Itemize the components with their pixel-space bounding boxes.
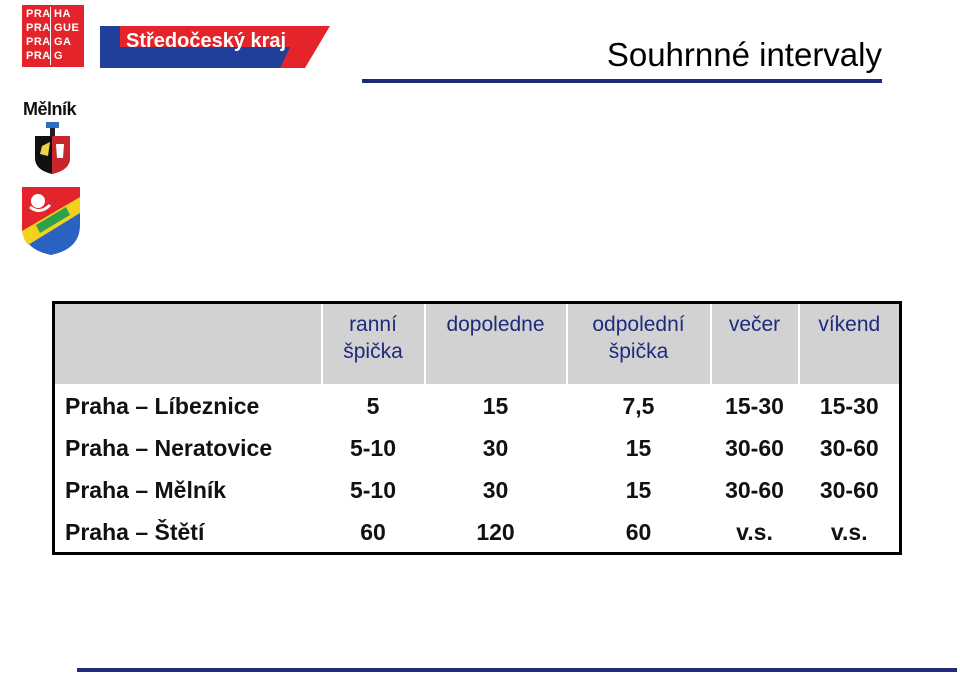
praha-logo-text: G <box>54 50 64 62</box>
praha-logo-text: PRA <box>26 50 51 62</box>
interval-cell: 15 <box>567 469 711 511</box>
table-row <box>54 511 901 554</box>
interval-cell: 15 <box>567 427 711 469</box>
interval-cell: v.s. <box>799 511 901 554</box>
title-underline <box>362 79 882 83</box>
interval-cell: 30-60 <box>711 469 799 511</box>
praha-logo-text: GA <box>54 36 72 48</box>
melnik-crest-icon <box>30 122 75 174</box>
region-crest-icon <box>20 185 82 257</box>
route-name: Praha – Mělník <box>54 469 322 511</box>
interval-cell: 120 <box>425 511 567 554</box>
stredocesky-kraj-label: Středočeský kraj <box>126 30 287 52</box>
header-cell-dopoledne: dopoledne <box>425 303 567 385</box>
table-header-row <box>54 303 901 385</box>
interval-cell: 5 <box>322 385 425 427</box>
interval-cell: 30 <box>425 427 567 469</box>
route-name: Praha – Neratovice <box>54 427 322 469</box>
table-row <box>54 385 901 427</box>
route-name: Praha – Štětí <box>54 511 322 554</box>
route-name: Praha – Líbeznice <box>54 385 322 427</box>
melnik-logo-text: Mělník <box>23 99 77 119</box>
intervals-table <box>52 301 902 555</box>
table-row <box>54 427 901 469</box>
header-cell-vecer: večer <box>711 303 799 385</box>
interval-cell: 30-60 <box>711 427 799 469</box>
interval-cell: 30-60 <box>799 469 901 511</box>
header-cell-ranni-spicka: ranní špička <box>322 303 425 385</box>
interval-cell: 30 <box>425 469 567 511</box>
header-cell-odpoledni-spicka: odpolední špička <box>567 303 711 385</box>
interval-cell: 15-30 <box>799 385 901 427</box>
interval-cell: 60 <box>322 511 425 554</box>
praha-logo-text: PRA <box>26 8 51 20</box>
header-cell-route <box>54 303 322 385</box>
interval-cell: 30-60 <box>799 427 901 469</box>
interval-cell: 15-30 <box>711 385 799 427</box>
interval-cell: 5-10 <box>322 469 425 511</box>
interval-cell: v.s. <box>711 511 799 554</box>
interval-cell: 60 <box>567 511 711 554</box>
header-cell-vikend: víkend <box>799 303 901 385</box>
praha-logo-text: PRA <box>26 22 51 34</box>
interval-cell: 7,5 <box>567 385 711 427</box>
interval-cell: 5-10 <box>322 427 425 469</box>
praha-logo-text: GUE <box>54 22 80 34</box>
interval-cell: 15 <box>425 385 567 427</box>
praha-logo-text: PRA <box>26 36 51 48</box>
table-row <box>54 469 901 511</box>
footer-rule <box>77 668 957 672</box>
page-title: Souhrnné intervaly <box>606 36 882 73</box>
praha-logo-text: HA <box>54 8 71 20</box>
praha-logo <box>22 5 84 67</box>
